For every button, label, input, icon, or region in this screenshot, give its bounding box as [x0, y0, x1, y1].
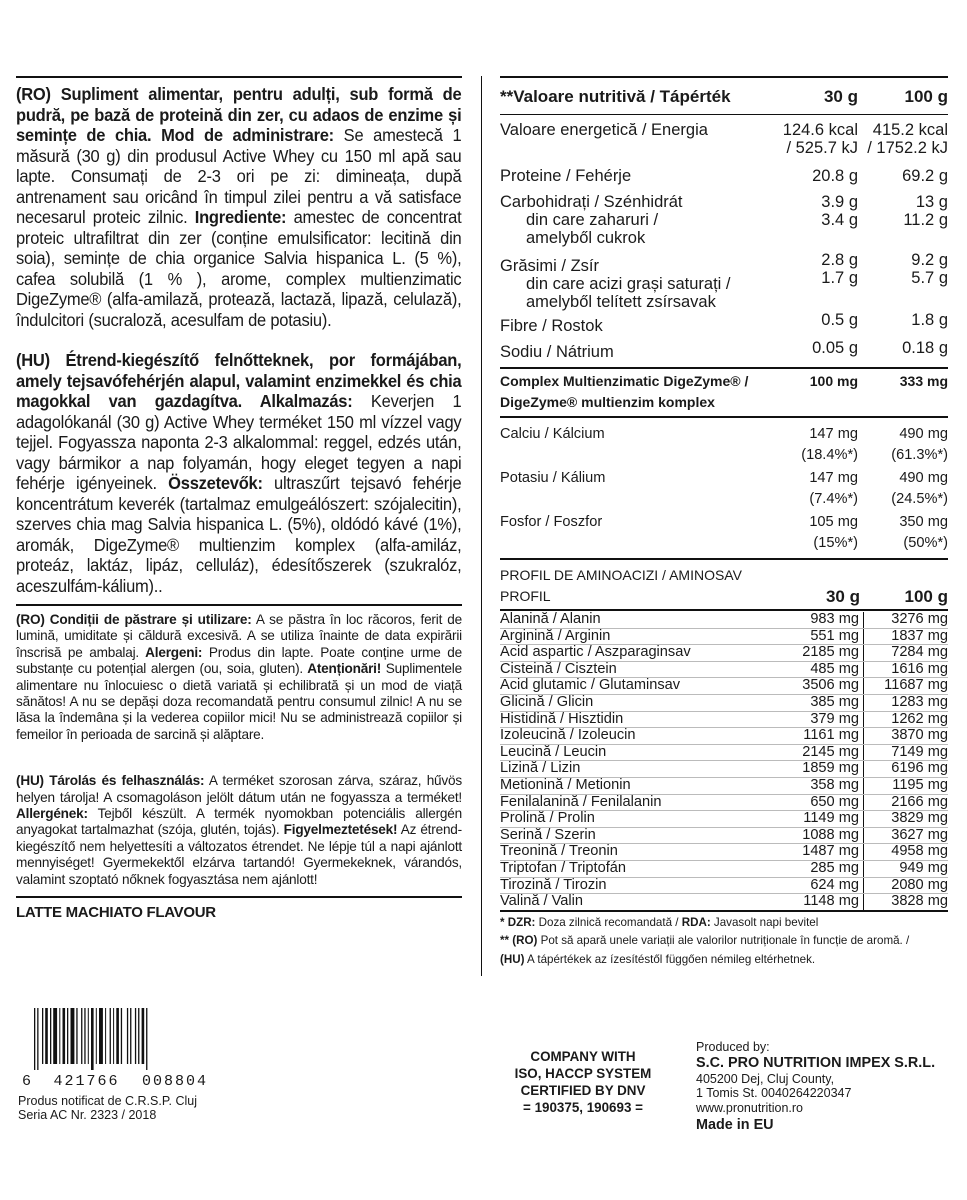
amino-row	[500, 629, 948, 646]
amino-name: Serină / Szerin	[500, 826, 596, 843]
amino-value-30g: 1161 mg	[780, 728, 864, 744]
nutrition-header: **Valoare nutritivă / Tápérték 30 g 100 g	[500, 87, 948, 106]
amino-value-100g: 949 mg	[899, 859, 948, 876]
sugars-row: din care zaharuri / amelyből cukrok 3.4 g 11.2 g	[526, 211, 948, 247]
ro-storage: (RO) Condiții de păstrare și utilizare: A se păstra în loc răcoros, ferit de lumină, umiditate și căldură excesivă. A se utiliza înainte de data expirării înscrisă pe ambalaj. Alergeni: Produs din lapte. Poate conține urme de substanțe cu potențial alergen (ou, soia, gluten). Atenționări! Suplimentele alimentare nu înlocuiesc o dietă variată și echilibrată și un mod de viață sănătos! A nu se depăși doza recomandată pentru consumul zilnic! A nu se lăsa la îndemâna și la vederea copiilor mici! Nu se administrează copiilor și femeilor în perioada de sarcină și alăptare.	[16, 612, 463, 742]
amino-name: Leucină / Leucin	[500, 743, 607, 760]
amino-row	[500, 612, 948, 629]
amino-value-100g: 3276 mg	[891, 611, 948, 627]
amino-row	[500, 712, 948, 729]
amino-value-100g: 11687 mg	[884, 677, 948, 694]
amino-header: PROFIL DE AMINOACIZI / AMINOSAV PROFIL 30 g 100 g	[500, 567, 948, 606]
made-in-eu: Made in EU	[696, 1117, 774, 1133]
barcode-bar	[127, 1008, 128, 1064]
amino-name: Acid glutamic / Glutaminsav	[500, 677, 681, 694]
nutrition-notes: * DZR: Doza zilnică recomandată / RDA: Javasolt napi bevitel ** (RO) Pot să apară unele variații ale valorilor nutriționale în funcție de aromă. / (HU) A tápértékek az ízesítéstől függően némileg eltérhetnek.	[500, 915, 910, 966]
amino-value-30g: 285 mg	[780, 861, 864, 877]
certification-block: COMPANY WITH ISO, HACCP SYSTEM CERTIFIED BY DNV = 190375, 190693 =	[514, 1049, 652, 1115]
fibre-row: Fibre / Rostok 0.5 g 1.8 g	[500, 311, 948, 335]
producer-block: Produced by: S.C. PRO NUTRITION IMPEX S.R.L. 405200 Dej, Cluj County, 1 Tomis St. 0040264220347 www.pronutrition.ro Made in EU	[696, 1040, 946, 1134]
mineral-row-potassium: Potasiu / Kálium 147 mg (7.4%*) 490 mg (24.5%*)	[500, 470, 948, 507]
barcode-bar	[130, 1008, 131, 1064]
amino-value-30g: 983 mg	[780, 612, 864, 628]
amino-value-100g: 7149 mg	[891, 743, 948, 760]
amino-row	[500, 861, 948, 878]
nutrition-table	[500, 76, 948, 969]
barcode-bar	[67, 1008, 68, 1064]
amino-row	[500, 645, 948, 662]
barcode-bar	[105, 1008, 106, 1064]
amino-value-30g: 3506 mg	[780, 678, 864, 694]
hu-description: (HU) Étrend-kiegészítő felnőtteknek, por formájában, amely tejsavófehérjén alapul, valamint enzimekkel és chia magokkal van gazdagítva. Alkalmazás: Keverjen 1 adagolókanál (30 g) Active Whey terméket 150 ml vízzel vagy tejjel. Fogyassza naponta 2-3 alkalommal: reggel, edzés után, vagy bármikor a nap folyamán, hogy eleget tegyen a napi fehérje igényeinek. Összetevők: ultraszűrt tejsavó fehérje koncentrátum keverék (tartalmaz emulgeálószert: szójalecitin), szerves chia mag Salvia hispanica L. (5%), oldódó kávé (1%), aromák, DigeZyme® multienzim komplex (alfa-amiláz, proteáz, laktáz, lipáz, celluláz), édesítőszerek (szukralóz, aceszulfám-kálium)..	[16, 350, 462, 596]
amino-row	[500, 761, 948, 778]
amino-row	[500, 745, 948, 762]
amino-row	[500, 795, 948, 812]
barcode-bar	[59, 1008, 60, 1064]
ro-description: (RO) Supliment alimentar, pentru adulți, sub formă de pudră, pe bază de proteină din zer, cu adaos de enzime și semințe de chia. Mod de administrare: Se amestecă 1 măsură (30 g) din produsul Active Whey cu 150 ml apă sau lapte. Consumați de 2-3 ori pe zi: dimineața, după antrenament sau oricând în timpul zilei pentru a vă satisface necesarul proteic zilnic. Ingrediente: amestec de concentrat proteic ultrafiltrat din zer (conține emulsificator: lecitină din soia), semințe de chia organice Salvia hispanica L. (5 %), cafea solubilă (1 % ), arome, complex multienzimatic DigeZyme® (alfa-amilază, protează, lactază, lipază, celulază), îndulcitori (sucraloză, acesulfam de potasiu).	[16, 84, 462, 330]
amino-value-100g: 7284 mg	[891, 644, 948, 661]
barcode-bar	[45, 1008, 48, 1064]
minerals-block	[500, 418, 948, 558]
amino-value-100g: 4958 mg	[891, 843, 948, 860]
hu-storage: (HU) Tárolás és felhasználás: A terméket szorosan zárva, száraz, hűvös helyen tárolja! A csomagoláson jelölt dátum után ne fogyassza a terméket! Allergének: Tejből készült. A termék nyomokban potenciális allergén anyagokat tartalmazhat (szója, glutén, tojás). Figyelmeztetések! Az étrend-kiegészítő nem helyettesíti a változatos étrendet. Ne lépje túl a napi ajánlott mennyiséget! Gyermekektől elzárva tartandó! Gyermekeknek, várandós, valamint szoptató nőknek fogyasztása nem ajánlott!	[16, 773, 462, 887]
barcode	[20, 1008, 210, 1090]
amino-value-100g: 1837 mg	[891, 627, 948, 644]
amino-value-100g: 2080 mg	[891, 876, 948, 893]
protein-row: Proteine / Fehérje 20.8 g 69.2 g	[500, 167, 948, 185]
barcode-digits-right: 008804	[141, 1073, 208, 1090]
barcode-bar	[146, 1008, 147, 1070]
amino-value-30g: 379 mg	[780, 712, 864, 728]
amino-name: Alanină / Alanin	[500, 611, 601, 627]
barcode-bar	[42, 1008, 43, 1064]
amino-value-100g: 1262 mg	[891, 710, 948, 727]
amino-value-30g: 1148 mg	[780, 894, 864, 910]
barcode-bars	[20, 1008, 210, 1070]
amino-name: Histidină / Hisztidin	[500, 710, 624, 727]
barcode-digit-first: 6	[22, 1073, 32, 1090]
amino-row	[500, 844, 948, 861]
amino-name: Tirozină / Tirozin	[500, 876, 607, 893]
amino-list	[500, 612, 948, 910]
mineral-row-calcium: Calciu / Kálcium 147 mg (18.4%*) 490 mg (61.3%*)	[500, 426, 948, 463]
amino-name: Treonină / Treonin	[500, 843, 618, 860]
barcode-bar	[88, 1008, 89, 1064]
column-divider	[481, 76, 482, 976]
amino-row	[500, 778, 948, 795]
notification-info: Produs notificat de C.R.S.P. Cluj Seria AC Nr. 2323 / 2018	[18, 1094, 198, 1122]
amino-value-100g: 2166 mg	[891, 793, 948, 810]
barcode-bar	[142, 1008, 145, 1064]
barcode-bar	[99, 1008, 103, 1064]
amino-value-100g: 1283 mg	[891, 693, 948, 710]
amino-value-100g: 3627 mg	[891, 826, 948, 843]
barcode-bar	[37, 1008, 38, 1070]
website: www.pronutrition.ro	[696, 1101, 803, 1115]
energy-row-kj: / 525.7 kJ / 1752.2 kJ	[786, 139, 948, 157]
divider-storage	[16, 604, 462, 606]
barcode-bar	[121, 1008, 122, 1064]
amino-name: Triptofan / Triptofán	[500, 859, 626, 876]
enzyme-row: Complex Multienzimatic DigeZyme® / DigeZyme® multienzim komplex 100 mg 333 mg	[500, 373, 948, 410]
left-column	[16, 76, 462, 921]
barcode-bar	[76, 1008, 77, 1064]
amino-value-100g: 1195 mg	[892, 776, 948, 793]
carbs-row: Carbohidrați / Szénhidrát 3.9 g 13 g	[500, 193, 948, 211]
barcode-digits-left: 421766	[53, 1073, 120, 1090]
amino-row	[500, 878, 948, 895]
amino-row	[500, 728, 948, 745]
amino-value-100g: 3828 mg	[891, 893, 948, 910]
amino-value-30g: 650 mg	[780, 795, 864, 811]
amino-value-100g: 6196 mg	[891, 760, 948, 777]
amino-row	[500, 662, 948, 679]
amino-row	[500, 811, 948, 828]
amino-value-100g: 3829 mg	[891, 810, 948, 827]
sodium-row: Sodiu / Nátrium 0.05 g 0.18 g	[500, 339, 948, 361]
company-name: S.C. PRO NUTRITION IMPEX S.R.L.	[696, 1055, 936, 1071]
amino-name: Acid aspartic / Aszparaginsav	[500, 644, 691, 661]
amino-value-30g: 1859 mg	[780, 761, 864, 777]
amino-value-30g: 1088 mg	[780, 828, 864, 844]
barcode-bar	[63, 1008, 66, 1064]
amino-name: Glicină / Glicin	[500, 693, 594, 710]
amino-name: Lizină / Lizin	[500, 760, 581, 777]
amino-row	[500, 828, 948, 845]
barcode-bar	[71, 1008, 75, 1064]
barcode-bar	[84, 1008, 85, 1064]
amino-row	[500, 678, 948, 695]
barcode-bar	[116, 1008, 119, 1064]
barcode-bar	[138, 1008, 139, 1064]
amino-name: Cisteină / Cisztein	[500, 660, 617, 677]
barcode-bar	[113, 1008, 114, 1064]
barcode-bar	[96, 1008, 97, 1064]
divider-flavour	[16, 896, 462, 898]
barcode-bar	[50, 1008, 51, 1064]
satfat-row: din care acizi grași saturați / amelyből telített zsírsavak 1.7 g 5.7 g	[526, 269, 948, 311]
flavour-label: LATTE MACHIATO FLAVOUR	[16, 904, 216, 922]
top-rule-left	[16, 76, 462, 78]
amino-value-100g: 3870 mg	[891, 727, 948, 744]
amino-value-30g: 624 mg	[780, 878, 864, 894]
amino-value-100g: 1616 mg	[891, 660, 948, 677]
amino-value-30g: 1149 mg	[780, 811, 864, 827]
barcode-bar	[91, 1008, 94, 1070]
mineral-row-phosphorus: Fosfor / Foszfor 105 mg (15%*) 350 mg (50%*)	[500, 514, 948, 551]
amino-value-30g: 385 mg	[780, 695, 864, 711]
fat-row: Grăsimi / Zsír 2.8 g 9.2 g	[500, 251, 948, 275]
amino-name: Prolină / Prolin	[500, 810, 595, 827]
amino-value-30g: 1487 mg	[780, 844, 864, 860]
amino-value-30g: 2185 mg	[780, 645, 864, 661]
amino-name: Fenilalanină / Fenilalanin	[500, 793, 662, 810]
barcode-bar	[81, 1008, 82, 1064]
barcode-bar	[135, 1008, 136, 1064]
barcode-bar	[53, 1008, 57, 1064]
amino-name: Metionină / Metionin	[500, 776, 631, 793]
amino-value-30g: 358 mg	[780, 778, 864, 794]
amino-name: Arginină / Arginin	[500, 627, 611, 644]
amino-row	[500, 894, 948, 910]
energy-row: Valoare energetică / Energia 124.6 kcal 415.2 kcal	[500, 121, 948, 139]
amino-value-30g: 2145 mg	[780, 745, 864, 761]
barcode-bar	[110, 1008, 111, 1064]
amino-name: Izoleucină / Izoleucin	[500, 727, 636, 744]
barcode-bar	[34, 1008, 35, 1070]
amino-name: Valină / Valin	[500, 893, 584, 910]
amino-value-30g: 485 mg	[780, 662, 864, 678]
amino-row	[500, 695, 948, 712]
amino-value-30g: 551 mg	[780, 629, 864, 645]
